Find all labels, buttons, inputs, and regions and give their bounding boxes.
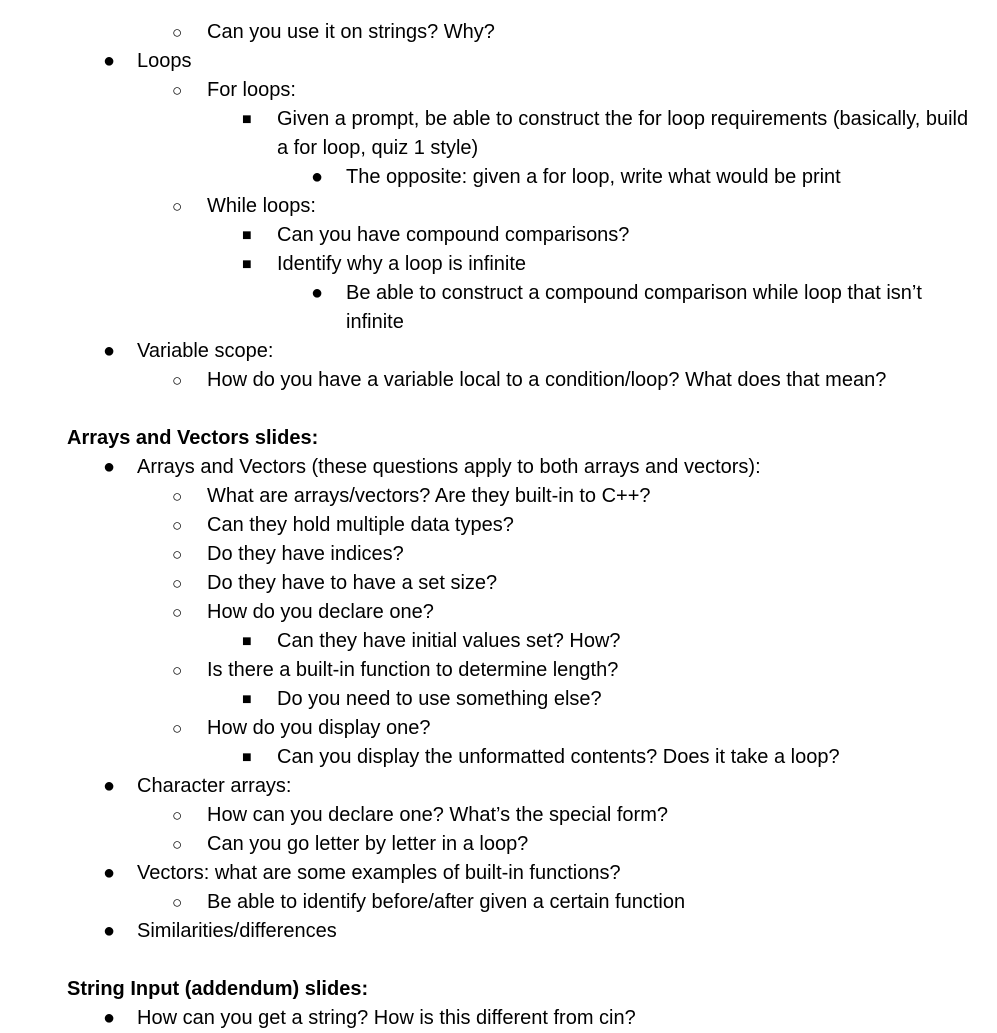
list-item: Arrays and Vectors (these questions apply to both arrays and vectors):: [137, 456, 761, 478]
list-item: Loops: [137, 50, 192, 72]
circle-bullet: ○: [172, 661, 183, 680]
list-item: While loops:: [207, 195, 316, 217]
list-item: Can you display the unformatted contents? Does it take a loop?: [277, 746, 840, 768]
circle-bullet: ○: [172, 719, 183, 738]
disc-bullet: ●: [103, 456, 116, 478]
list-item: Vectors: what are some examples of built-in functions?: [137, 862, 621, 884]
list-item: How can you declare one? What’s the special form?: [207, 804, 668, 826]
list-item: Be able to construct a compound comparison while loop that isn’t infinite: [346, 282, 922, 333]
circle-bullet: ○: [172, 893, 183, 912]
list-item: Is there a built-in function to determine length?: [207, 659, 619, 681]
disc-bullet: ●: [103, 775, 116, 797]
disc-bullet: ●: [103, 50, 116, 72]
square-bullet: ■: [242, 256, 252, 273]
circle-bullet: ○: [172, 835, 183, 854]
circle-bullet: ○: [172, 806, 183, 825]
circle-bullet: ○: [172, 603, 183, 622]
list-item: Identify why a loop is infinite: [277, 253, 527, 275]
square-bullet: ■: [242, 111, 252, 128]
circle-bullet: ○: [172, 81, 183, 100]
list-item: Do they have indices?: [207, 543, 404, 565]
square-bullet: ■: [242, 633, 252, 650]
circle-bullet: ○: [172, 487, 183, 506]
disc-bullet: ●: [311, 282, 324, 304]
list-item: Do you need to use something else?: [277, 688, 602, 710]
list-item: Variable scope:: [137, 340, 274, 362]
list-item: What are arrays/vectors? Are they built-in to C++?: [207, 485, 651, 507]
list-item: Given a prompt, be able to construct the for loop requirements (basically, build a for loop, quiz 1 style): [277, 108, 969, 159]
list-item: How do you have a variable local to a condition/loop? What does that mean?: [207, 369, 887, 391]
list-item: Be able to identify before/after given a certain function: [207, 891, 686, 913]
list-item: Can you go letter by letter in a loop?: [207, 833, 529, 855]
list-item: How do you declare one?: [207, 601, 434, 623]
disc-bullet: ●: [103, 862, 116, 884]
list-item: Can you have compound comparisons?: [277, 224, 630, 246]
list-item: How can you get a string? How is this different from cin?: [137, 1007, 636, 1029]
list-item: For loops:: [207, 79, 296, 101]
circle-bullet: ○: [172, 23, 183, 42]
disc-bullet: ●: [103, 1007, 116, 1029]
square-bullet: ■: [242, 691, 252, 708]
disc-bullet: ●: [311, 166, 324, 188]
circle-bullet: ○: [172, 574, 183, 593]
square-bullet: ■: [242, 227, 252, 244]
list-item: Can you use it on strings? Why?: [207, 21, 495, 43]
disc-bullet: ●: [103, 920, 116, 942]
disc-bullet: ●: [103, 340, 116, 362]
list-item: Character arrays:: [137, 775, 292, 797]
list-item: Do they have to have a set size?: [207, 572, 498, 594]
circle-bullet: ○: [172, 516, 183, 535]
list-item: Can they have initial values set? How?: [277, 630, 621, 652]
circle-bullet: ○: [172, 371, 183, 390]
list-item: Can they hold multiple data types?: [207, 514, 514, 536]
list-item: How do you display one?: [207, 717, 431, 739]
list-item: Similarities/differences: [137, 920, 337, 942]
section-heading: Arrays and Vectors slides:: [67, 427, 319, 449]
square-bullet: ■: [242, 749, 252, 766]
circle-bullet: ○: [172, 545, 183, 564]
list-item: The opposite: given a for loop, write what would be print: [346, 166, 841, 188]
section-heading: String Input (addendum) slides:: [67, 978, 369, 1000]
circle-bullet: ○: [172, 197, 183, 216]
